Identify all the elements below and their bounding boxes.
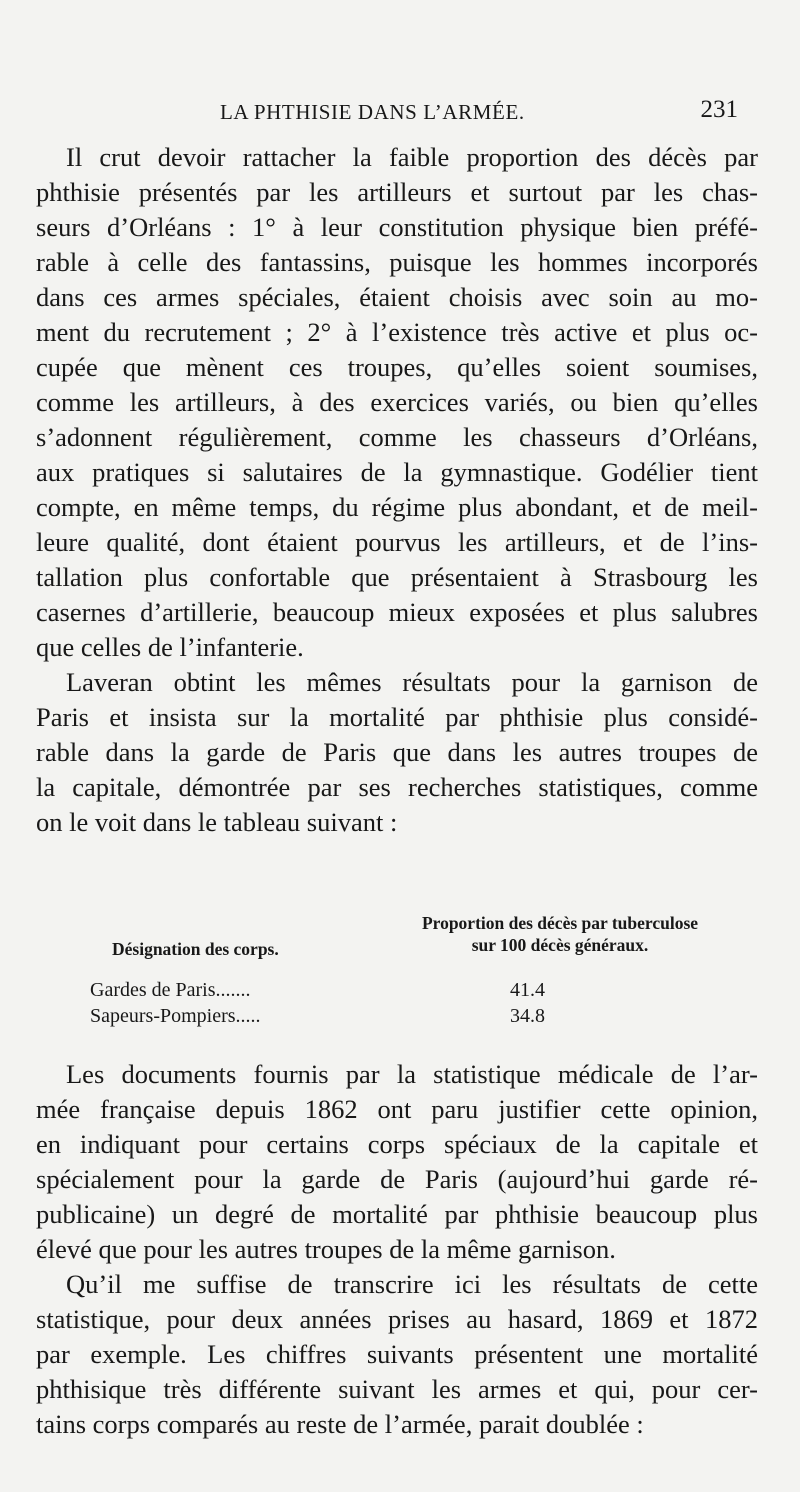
table-header-line: sur 100 décès généraux. <box>471 935 649 955</box>
text-line: publicaine) un degré de mortalité par phthisie beaucoup plus <box>36 1199 758 1229</box>
text-line: élevé que pour les autres troupes de la même garnison. <box>36 1234 616 1264</box>
text-line: aux pratiques si salutaires de la gymnastique. Godélier tient <box>36 457 758 487</box>
text-line: cupée que mènent ces troupes, qu’elles soient soumises, <box>36 352 758 382</box>
table-header-proportion <box>370 912 750 956</box>
paragraph-2 <box>36 665 758 840</box>
table-row <box>90 1002 750 1030</box>
paragraph-1 <box>36 140 758 665</box>
text-line: phthisie présentés par les artilleurs et surtout par les chas- <box>36 177 758 207</box>
table-cell-label: Sapeurs-Pompiers..... <box>90 1005 261 1027</box>
text-line: Laveran obtint les mêmes résultats pour la garnison de <box>66 667 758 697</box>
mortality-table <box>80 912 760 1030</box>
text-line: tallation plus confortable que présentaient à Strasbourg les <box>36 562 758 592</box>
text-line: par exemple. Les chiffres suivants présentent une mortalité <box>36 1339 758 1369</box>
table-cell-value: 34.8 <box>510 1005 545 1027</box>
text-line: compte, en même temps, du régime plus abondant, et de meil- <box>36 492 758 522</box>
page-header <box>40 96 740 130</box>
text-line: en indiquant pour certains corps spéciaux de la capitale et <box>36 1129 758 1159</box>
text-line: la capitale, démontrée par ses recherches statistiques, comme <box>36 772 758 802</box>
text-line: dans ces armes spéciales, étaient choisis avec soin au mo- <box>36 282 758 312</box>
text-line: rable dans la garde de Paris que dans les autres troupes de <box>36 737 758 767</box>
table-header-designation: Désignation des corps. <box>112 939 279 959</box>
text-line: casernes d’artillerie, beaucoup mieux exposées et plus salubres <box>36 597 758 627</box>
text-line: spécialement pour la garde de Paris (aujourd’hui garde ré- <box>36 1164 758 1194</box>
body-text-lower <box>36 1057 758 1442</box>
paragraph-4 <box>36 1267 758 1442</box>
text-line: comme les artilleurs, à des exercices variés, ou bien qu’elles <box>36 387 758 417</box>
text-line: tains corps comparés au reste de l’armée, parait doublée : <box>36 1409 644 1439</box>
table-cell-value: 41.4 <box>510 979 545 1001</box>
table-cell-label: Gardes de Paris....... <box>90 979 251 1001</box>
text-line: s’adonnent régulièrement, comme les chasseurs d’Orléans, <box>36 422 758 452</box>
text-line: on le voit dans le tableau suivant : <box>36 807 398 837</box>
text-line: leure qualité, dont étaient pourvus les artilleurs, et de l’ins- <box>36 527 758 557</box>
text-line: Les documents fournis par la statistique médicale de l’ar- <box>66 1059 758 1089</box>
text-line: Qu’il me suffise de transcrire ici les résultats de cette <box>66 1269 758 1299</box>
text-line: Paris et insista sur la mortalité par phthisie plus considé- <box>36 702 758 732</box>
text-line: phthisique très différente suivant les armes et qui, pour cer- <box>36 1374 758 1404</box>
body-text-upper <box>36 140 758 840</box>
table-row <box>90 976 750 1004</box>
text-line: rable à celle des fantassins, puisque les hommes incorporés <box>36 247 758 277</box>
running-head: LA PHTHISIE DANS L’ARMÉE. <box>220 100 525 124</box>
text-line: que celles de l’infanterie. <box>36 632 304 662</box>
text-line: ment du recrutement ; 2° à l’existence très active et plus oc- <box>36 317 758 347</box>
page-number: 231 <box>700 96 738 123</box>
text-line: statistique, pour deux années prises au hasard, 1869 et 1872 <box>36 1304 758 1334</box>
paragraph-3 <box>36 1057 758 1267</box>
text-line: mée française depuis 1862 ont paru justifier cette opinion, <box>36 1094 758 1124</box>
table-header-line: Proportion des décès par tuberculose <box>421 913 699 933</box>
text-line: Il crut devoir rattacher la faible proportion des décès par <box>66 142 758 172</box>
text-line: seurs d’Orléans : 1° à leur constitution physique bien préfé- <box>36 212 758 242</box>
